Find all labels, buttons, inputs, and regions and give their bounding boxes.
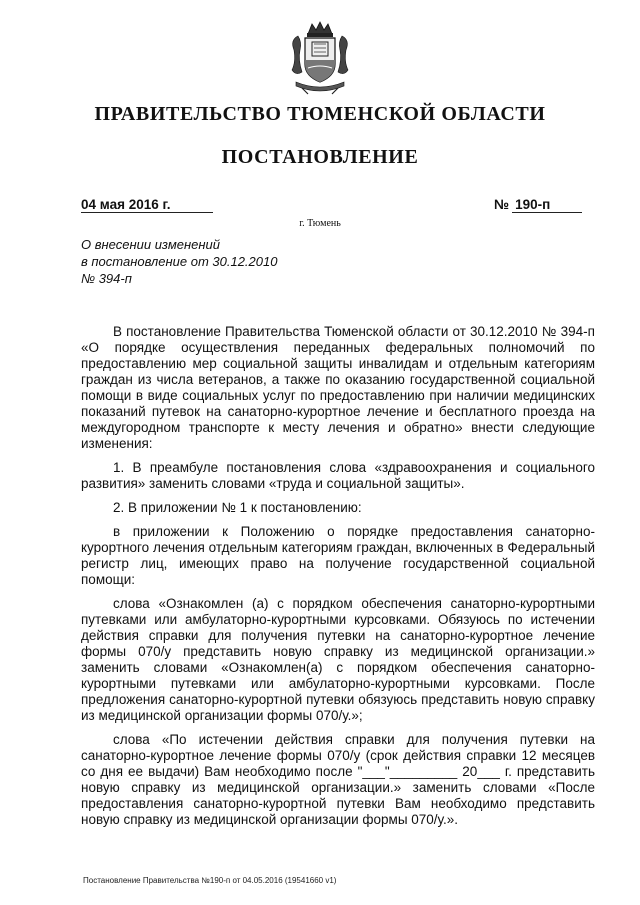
subject-line: в постановление от 30.12.2010: [81, 254, 278, 269]
subject-line: № 394-п: [81, 271, 132, 286]
body-paragraph: 2. В приложении № 1 к постановлению:: [113, 500, 362, 515]
body-paragraph: 1. В преамбуле постановления слова «здравоохранения и социального развития» заменить словами «труда и социальной защиты».: [81, 460, 595, 491]
document-number: [494, 197, 550, 212]
body-paragraph: В постановление Правительства Тюменской области от 30.12.2010 № 394-п «О порядке осуществления переданных федеральных полномочий по предоставлению мер социальной защиты инвалидам и отдельным категориям граждан из числа ветеранов, а также по оказанию государственной социальной помощи в виде социальных услуг по предоставлению при наличии медицинских показаний путевок на санаторно-курортное лечение и бесплатного проезда на междугородном транспорте к месту лечения и обратно» внести следующие изменения:: [81, 324, 595, 451]
document-date: 04 мая 2016 г.: [81, 197, 171, 212]
document-body: [81, 324, 595, 836]
body-paragraph: слова «Ознакомлен (а) с порядком обеспечения санаторно-курортными путевками или амбулаторно-курортными курсовками. Обязуюсь по истечении действия справки для получения путевки на санаторно-курортное лечение формы 070/у представить новую справку из медицинской организации.» заменить словами «Ознакомлен(а) с порядком обеспечения санаторно-курортными путевками или амбулаторно-курортными курсовками. После предложения санаторно-курортной путевки обязуюсь представить новую справку из медицинской организации формы 070/у.»;: [81, 596, 595, 723]
number-label: №: [494, 197, 510, 212]
number-value: 190-п: [515, 197, 551, 212]
document-type-title: ПОСТАНОВЛЕНИЕ: [221, 146, 419, 168]
coat-of-arms-icon: [288, 20, 352, 98]
government-title: ПРАВИТЕЛЬСТВО ТЮМЕНСКОЙ ОБЛАСТИ: [94, 103, 546, 125]
number-underline: [512, 212, 582, 213]
subject-line: О внесении изменений: [81, 237, 220, 252]
date-underline: [81, 212, 213, 213]
city-label: г. Тюмень: [299, 218, 341, 229]
document-footer: Постановление Правительства №190-п от 04.05.2016 (19541660 v1): [83, 876, 337, 885]
document-subject: [81, 236, 277, 287]
body-paragraph: слова «По истечении действия справки для получения путевки на санаторно-курортное лечение формы 070/у (срок действия справки 12 месяцев со дня ее выдачи) Вам необходимо после "___"_________ 20___ г. представить новую справку из медицинской организации.» заменить словами «После предоставления санаторно-курортной путевки Вам необходимо представить новую справку из медицинской организации формы 070/у.».: [81, 732, 595, 827]
body-paragraph: в приложении к Положению о порядке предоставления санаторно-курортного лечения отдельным категориям граждан, включенных в Федеральный регистр лиц, имеющих право на получение государственной социальной помощи:: [81, 524, 595, 587]
